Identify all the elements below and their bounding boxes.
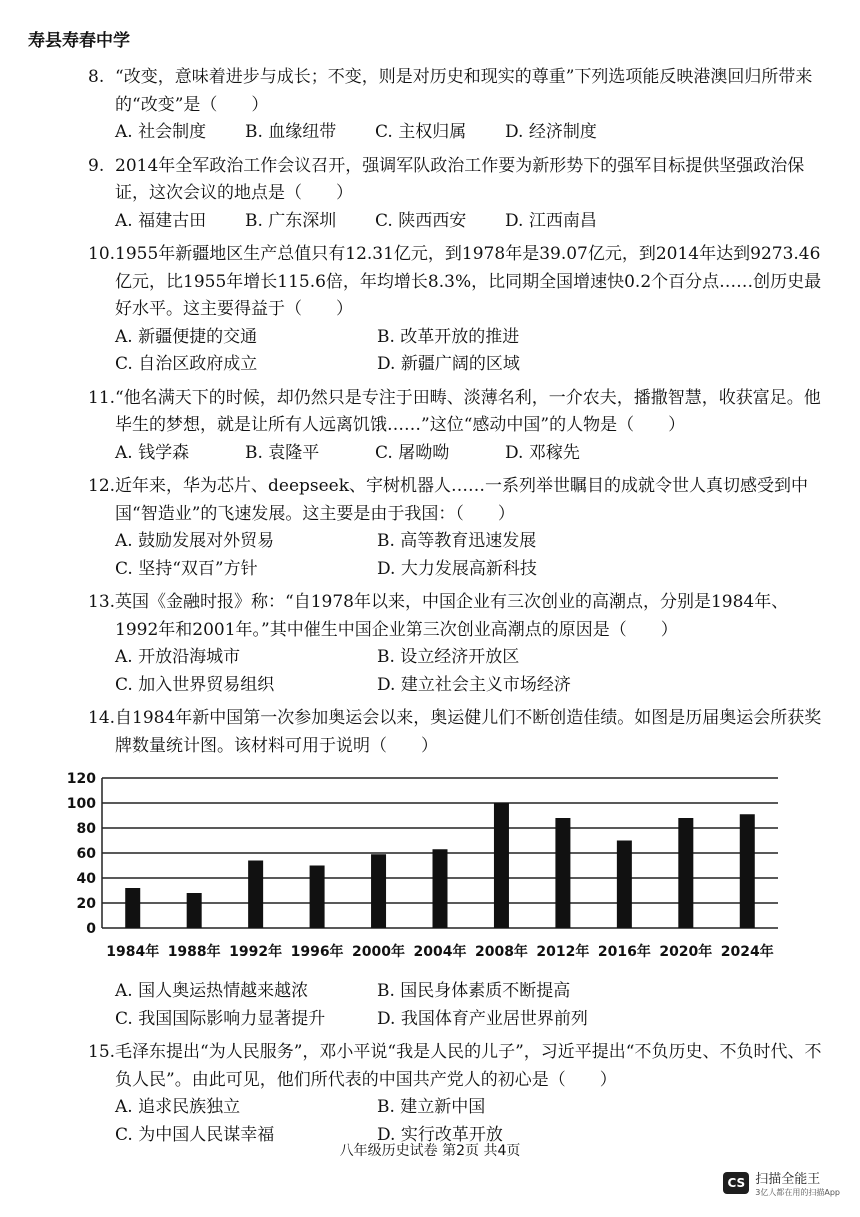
option-b: B. 血缘纽带 — [245, 122, 337, 142]
option-a: A. 国人奥运热情越来越浓 — [115, 981, 309, 1001]
y-tick-label: 0 — [86, 921, 96, 937]
bar — [310, 866, 325, 929]
option-c: C. 为中国人民谋幸福 — [115, 1124, 275, 1145]
question-text: “他名满天下的时候，却仍然只是专注于田畴、淡薄名利，一介农夫，播撒智慧，收获富足。他毕生的梦想，就是让所有人远离饥饿……”这位“感动中国”的人物是（ ） — [115, 387, 821, 435]
option-b: B. 设立经济开放区 — [377, 647, 520, 667]
option-a: A. 社会制度 — [115, 122, 207, 142]
question-text: 2014年全军政治工作会议召开，强调军队政治工作要为新形势下的强军目标提供坚强政治保证，这次会议的地点是（ ） — [115, 155, 805, 203]
x-tick-label: 2008年 — [474, 944, 528, 960]
question-number: 11. — [88, 387, 116, 408]
option-d: D. 我国体育产业居世界前列 — [377, 1008, 588, 1029]
question-14 — [66, 705, 828, 1033]
question-8 — [88, 64, 828, 147]
bar — [555, 818, 570, 928]
question-11 — [88, 385, 828, 468]
option-b: B. 广东深圳 — [245, 210, 337, 231]
option-d: D. 江西南昌 — [505, 210, 597, 231]
bar — [433, 849, 448, 928]
options — [88, 208, 828, 236]
x-tick-label: 2004年 — [413, 944, 467, 960]
option-d: D. 实行改革开放 — [377, 1124, 503, 1145]
bar — [187, 893, 202, 928]
x-tick-label: 1984年 — [106, 944, 160, 960]
question-stem — [88, 241, 828, 324]
question-number: 9. — [88, 155, 105, 176]
question-10 — [88, 241, 828, 379]
option-a: A. 钱学森 — [115, 442, 190, 463]
bar — [740, 814, 755, 928]
options — [88, 324, 828, 379]
question-stem — [88, 589, 828, 644]
option-b: B. 袁隆平 — [245, 442, 320, 463]
option-c: C. 主权归属 — [375, 122, 467, 142]
question-text: 1955年新疆地区生产总值只有12.31亿元，到1978年是39.07亿元，到2014年达到9273.46亿元，比1955年增长115.6倍，年均增长8.3%，比同期全国增速快0.2个百分点……创历史最好水平。这主要得益于（ ） — [115, 244, 822, 319]
question-number: 12. — [88, 476, 116, 496]
question-13 — [88, 589, 828, 699]
question-number: 8. — [88, 67, 105, 87]
question-number: 14. — [88, 708, 116, 728]
y-tick-label: 40 — [76, 871, 96, 887]
question-page — [66, 64, 828, 1155]
question-text: 毛泽东提出“为人民服务”，邓小平说“我是人民的儿子”，习近平提出“不负历史、不负时代、不负人民”。由此可见，他们所代表的中国共产党人的初心是（ ） — [115, 1042, 822, 1090]
x-tick-label: 2000年 — [352, 944, 406, 960]
y-tick-label: 60 — [76, 846, 96, 862]
y-tick-label: 80 — [76, 821, 96, 837]
question-15 — [88, 1039, 828, 1149]
option-c: C. 加入世界贸易组织 — [115, 674, 275, 695]
question-stem — [88, 705, 828, 760]
badge-title: 扫描全能王 — [755, 1172, 821, 1187]
page-footer: 八年级历史试卷 第2页 共4页 — [339, 1143, 521, 1159]
question-number: 13. — [88, 592, 116, 612]
y-tick-label: 120 — [66, 771, 96, 787]
x-tick-label: 1996年 — [290, 944, 344, 960]
option-d: D. 经济制度 — [505, 122, 597, 142]
option-c: C. 陕西西安 — [375, 210, 467, 231]
bar — [617, 841, 632, 929]
option-b: B. 建立新中国 — [377, 1097, 486, 1117]
x-tick-label: 2024年 — [720, 944, 774, 960]
question-number: 15. — [88, 1042, 116, 1062]
options — [88, 119, 828, 147]
option-d: D. 新疆广阔的区域 — [377, 354, 520, 374]
bar — [678, 818, 693, 928]
bar — [248, 861, 263, 929]
bar — [371, 854, 386, 928]
option-a: A. 福建古田 — [115, 210, 207, 231]
x-tick-label: 2020年 — [659, 944, 713, 960]
option-c: C. 屠呦呦 — [375, 442, 450, 463]
option-c: C. 自治区政府成立 — [115, 354, 258, 374]
option-a: A. 开放沿海城市 — [115, 647, 241, 667]
school-name: 寿县寿春中学 — [28, 31, 130, 51]
option-b: B. 高等教育迅速发展 — [377, 531, 537, 551]
question-stem — [88, 153, 828, 208]
options — [88, 644, 828, 699]
option-d: D. 建立社会主义市场经济 — [377, 674, 571, 695]
option-d: D. 邓稼先 — [505, 442, 580, 463]
x-tick-label: 2012年 — [536, 944, 590, 960]
cs-logo-icon: CS — [723, 1172, 749, 1194]
options — [88, 978, 828, 1033]
scanner-badge — [723, 1168, 840, 1198]
question-stem — [88, 64, 828, 119]
question-stem — [88, 1039, 828, 1094]
options — [88, 528, 828, 583]
y-tick-label: 20 — [76, 896, 96, 912]
medal-bar-chart — [58, 768, 798, 968]
x-tick-label: 2016年 — [597, 944, 651, 960]
bar — [494, 803, 509, 928]
option-a: A. 新疆便捷的交通 — [115, 326, 258, 347]
question-text: 近年来，华为芯片、deepseek、宇树机器人……一系列举世瞩目的成就令世人真切感受到中国“智造业”的飞速发展。这主要是由于我国：（ ） — [115, 476, 809, 524]
badge-subtitle: 3亿人都在用的扫描App — [755, 1188, 840, 1197]
option-b: B. 国民身体素质不断提高 — [377, 981, 571, 1001]
question-text: “改变，意味着进步与成长；不变，则是对历史和现实的尊重”下列选项能反映港澳回归所带来的“改变”是（ ） — [115, 67, 813, 115]
question-text: 英国《金融时报》称：“自1978年以来，中国企业有三次创业的高潮点，分别是1984年、1992年和2001年。”其中催生中国企业第三次创业高潮点的原因是（ ） — [115, 592, 789, 640]
y-tick-label: 100 — [66, 796, 96, 812]
bar — [125, 888, 140, 928]
options — [88, 440, 828, 468]
option-c: C. 坚持“双百”方针 — [115, 558, 258, 579]
question-stem — [88, 385, 828, 440]
question-12 — [88, 473, 828, 583]
option-a: A. 追求民族独立 — [115, 1097, 241, 1117]
option-a: A. 鼓励发展对外贸易 — [115, 531, 275, 551]
question-text: 自1984年新中国第一次参加奥运会以来，奥运健儿们不断创造佳绩。如图是历届奥运会所获奖牌数量统计图。该材料可用于说明（ ） — [115, 708, 822, 756]
question-number: 10. — [88, 244, 116, 264]
x-tick-label: 1992年 — [229, 944, 283, 960]
medal-chart — [58, 768, 798, 968]
question-stem — [88, 473, 828, 528]
option-d: D. 大力发展高新科技 — [377, 558, 537, 579]
option-b: B. 改革开放的推进 — [377, 326, 520, 347]
option-c: C. 我国国际影响力显著提升 — [115, 1008, 326, 1029]
question-9 — [88, 153, 828, 236]
x-tick-label: 1988年 — [167, 944, 221, 960]
